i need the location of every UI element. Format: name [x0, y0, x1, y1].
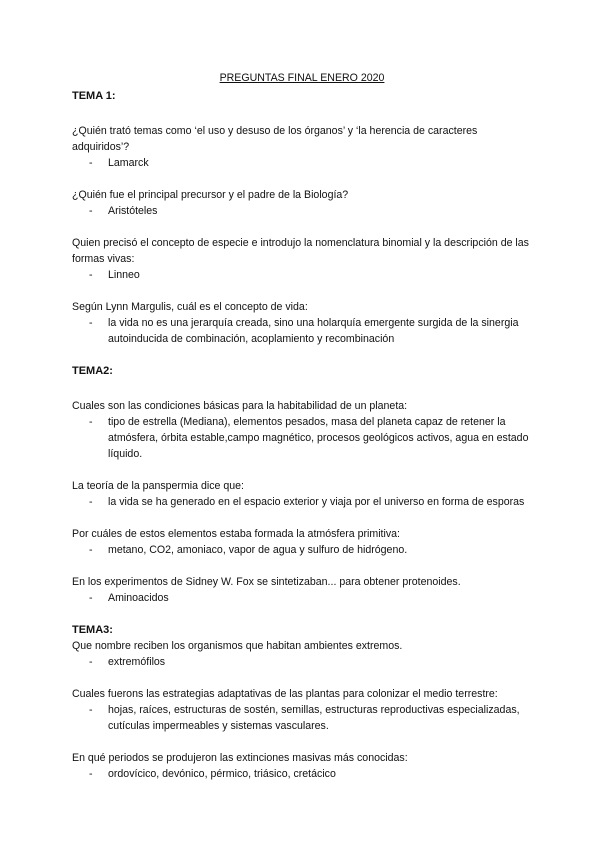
- answer-text: Aristóteles: [108, 205, 158, 217]
- answer-text: hojas, raíces, estructuras de sostén, semillas, estructuras reproductivas especializadas, cutículas impermeables y sistemas vasculares.: [108, 704, 520, 732]
- answer: [72, 766, 532, 782]
- answer-text: la vida no es una jerarquía creada, sino una holarquía emergente surgida de la sinergia autoinducida de combinación, acoplamiento y recombinación: [108, 317, 519, 345]
- bullet-dash: -: [89, 496, 93, 508]
- section-heading-tema2: TEMA2:: [72, 365, 113, 377]
- document-page: [72, 70, 532, 782]
- answer-text: metano, CO2, amoniaco, vapor de agua y sulfuro de hidrógeno.: [108, 544, 408, 556]
- answer: [72, 494, 532, 510]
- document-title: PREGUNTAS FINAL ENERO 2020: [219, 72, 385, 84]
- bullet-dash: -: [89, 157, 93, 169]
- answer-text: extremófilos: [108, 656, 166, 668]
- answer-text: Aminoacidos: [108, 592, 169, 604]
- bullet-dash: -: [89, 416, 93, 428]
- answer: [72, 203, 532, 219]
- bullet-dash: -: [89, 704, 93, 716]
- answer-text: tipo de estrella (Mediana), elementos pesados, masa del planeta capaz de retener la atmósfera, órbita estable,campo magnético, procesos geológicos activos, agua en estado líquido.: [108, 416, 529, 460]
- question: Según Lynn Margulis, cuál es el concepto de vida:: [72, 301, 308, 313]
- question: Cuales fuerons las estrategias adaptativas de las plantas para colonizar el medio terrestre:: [72, 688, 498, 700]
- question: La teoría de la panspermia dice que:: [72, 480, 244, 492]
- answer-text: Lamarck: [108, 157, 149, 169]
- question: Que nombre reciben los organismos que habitan ambientes extremos.: [72, 640, 403, 652]
- answer-text: ordovícico, devónico, pérmico, triásico, cretácico: [108, 768, 336, 780]
- bullet-dash: -: [89, 269, 93, 281]
- bullet-dash: -: [89, 656, 93, 668]
- answer: [72, 542, 532, 558]
- bullet-dash: -: [89, 768, 93, 780]
- answer: [72, 590, 532, 606]
- question: En qué periodos se produjeron las extinciones masivas más conocidas:: [72, 752, 408, 764]
- question: ¿Quién fue el principal precursor y el padre de la Biología?: [72, 189, 349, 201]
- bullet-dash: -: [89, 317, 93, 329]
- answer-text: Linneo: [108, 269, 140, 281]
- question: En los experimentos de Sidney W. Fox se sintetizaban... para obtener protenoides.: [72, 576, 461, 588]
- bullet-dash: -: [89, 592, 93, 604]
- question: Cuales son las condiciones básicas para la habitabilidad de un planeta:: [72, 400, 408, 412]
- answer: [72, 315, 532, 347]
- answer-text: la vida se ha generado en el espacio exterior y viaja por el universo en forma de esporas: [108, 496, 525, 508]
- answer: [72, 702, 532, 734]
- section-heading-tema3: TEMA3:: [72, 624, 113, 636]
- question: Quien precisó el concepto de especie e introdujo la nomenclatura binomial y la descripción de las formas vivas:: [72, 237, 529, 265]
- answer: [72, 654, 532, 670]
- bullet-dash: -: [89, 205, 93, 217]
- answer: [72, 414, 532, 462]
- question: Por cuáles de estos elementos estaba formada la atmósfera primitiva:: [72, 528, 400, 540]
- answer: [72, 155, 532, 171]
- bullet-dash: -: [89, 544, 93, 556]
- section-heading-tema1: TEMA 1:: [72, 90, 116, 102]
- answer: [72, 267, 532, 283]
- question: ¿Quién trató temas como ‘el uso y desuso de los órganos’ y ‘la herencia de caracteres adquiridos’?: [72, 125, 478, 153]
